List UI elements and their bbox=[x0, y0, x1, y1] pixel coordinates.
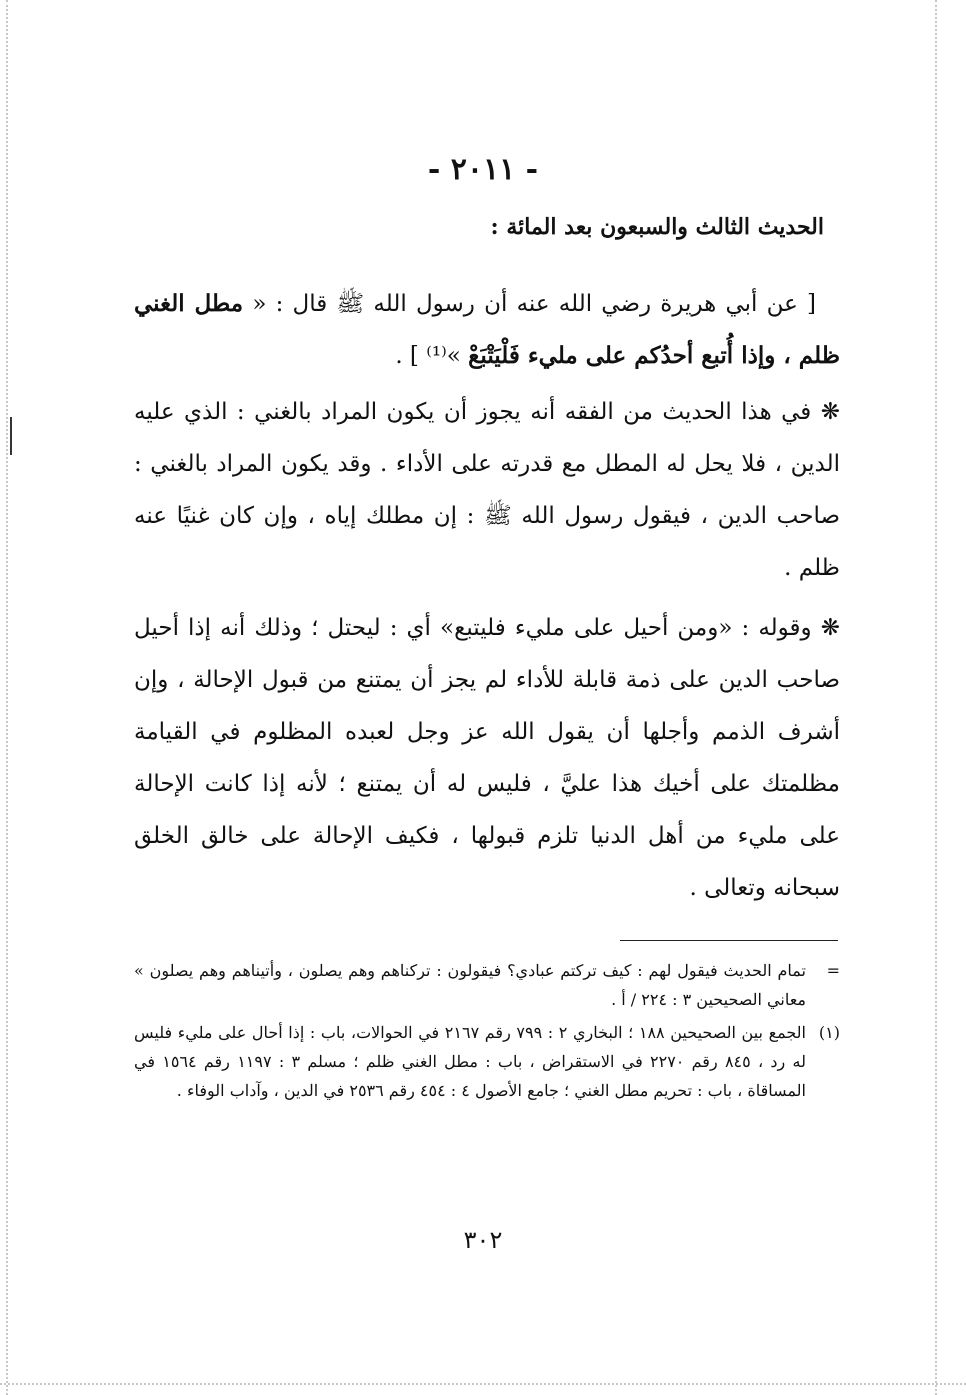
margin-mark bbox=[10, 417, 12, 455]
hadith-quote: مطل الغني ظلم ، وإذا أُتبع أحدُكم على مليء فَلْيَتْبَعْ bbox=[134, 290, 840, 369]
footnotes bbox=[134, 956, 840, 1109]
footnote-item bbox=[134, 956, 840, 1014]
footnote-text: تمام الحديث فيقول لهم : كيف تركتم عبادي؟ فيقولون : تركناهم وهم يصلون ، وأتيناهم وهم يصلون » معاني الصحيحين ٣ : ٢٢٤ / أ . bbox=[134, 961, 806, 1009]
footnote-item bbox=[134, 1018, 840, 1105]
footnote-marker: = bbox=[826, 961, 840, 980]
page-number: ٣٠٢ bbox=[463, 1226, 503, 1254]
scan-border-bottom bbox=[0, 1383, 966, 1385]
footnote-separator bbox=[620, 940, 838, 941]
footnote-text: الجمع بين الصحيحين ١٨٨ ؛ البخاري ٢ : ٧٩٩ رقم ٢١٦٧ في الحوالات، باب : إذا أحال على مليء فليس له رد ، ٨٤٥ رقم ٢٢٧٠ في الاستقراض ، باب : مطل الغني ظلم ؛ مسلم ٣ : ١١٩٧ رقم ١٥٦٤ في المساقاة ، باب : تحريم مطل الغني ؛ جامع الأصول ٤ : ٤٥٤ رقم ٢٥٣٦ في الدين ، وآداب الوفاء . bbox=[134, 1023, 806, 1100]
scan-border-left bbox=[6, 0, 8, 1395]
footnote-marker: (١) bbox=[818, 1023, 840, 1042]
hadith-text bbox=[134, 278, 840, 382]
commentary-paragraph-1: ❋ في هذا الحديث من الفقه أنه يجوز أن يكون المراد بالغني : الذي عليه الدين ، فلا يحل له المطل مع قدرته على الأداء . وقد يكون المراد بالغني : صاحب الدين ، فيقول رسول الله ﷺ : إن مطلك إياه ، وإن كان غنيًا عنه ظلم . bbox=[134, 399, 840, 581]
hadith-footnote-ref: »⁽¹⁾ ] . bbox=[395, 343, 461, 369]
section-heading: الحديث الثالث والسبعون بعد المائة : bbox=[490, 214, 824, 240]
hadith-number: - ٢٠١١ - bbox=[427, 152, 539, 187]
hadith-narration: [ عن أبي هريرة رضي الله عنه أن رسول الله ﷺ قال : « bbox=[252, 291, 817, 317]
scan-border-right bbox=[935, 0, 937, 1395]
commentary-paragraph-2: ❋ وقوله : «ومن أحيل على مليء فليتبع» أي : ليحتل ؛ وذلك أنه إذا أحيل صاحب الدين على ذمة قابلة للأداء لم يجز أن يمتنع من قبول الإحالة ، وإن أشرف الذمم وأجلها أن يقول الله عز وجل لعبده المظلوم في القيامة مظلمتك على أخيك هذا عليَّ ، فليس له أن يمتنع ؛ لأنه إذا كانت الإحالة على مليء من أهل الدنيا تلزم قبولها ، فكيف الإحالة على خالق الخلق سبحانه وتعالى . bbox=[134, 615, 840, 901]
